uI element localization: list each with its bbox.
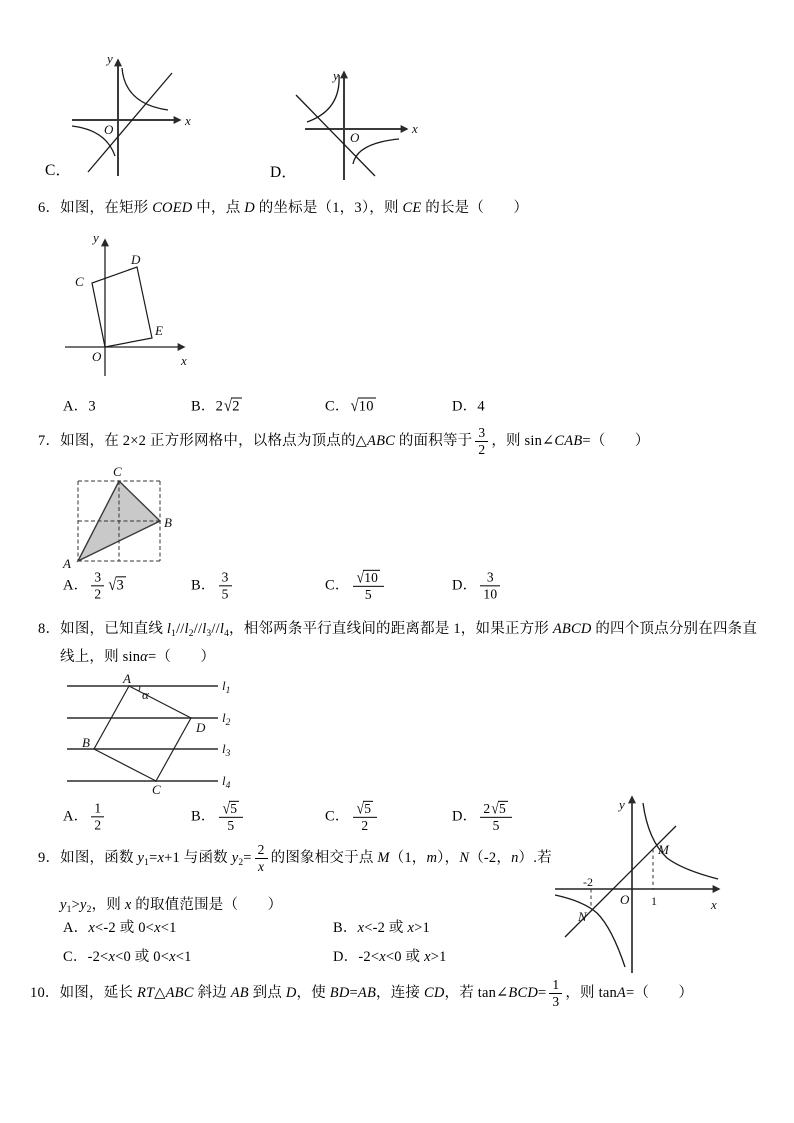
x-label: x — [412, 121, 418, 136]
y-label: y — [107, 51, 113, 66]
x-label: x — [181, 353, 187, 368]
line-l4-label: $l_4$ — [222, 773, 231, 791]
q8-option-c: C． $\frac{√5}{2}$ — [325, 801, 380, 833]
q9-option-d: D．-2<x<0 或 x>1 — [333, 949, 447, 965]
y-label: y — [93, 230, 99, 245]
q7-option-b: B． $\frac{3}{5}$ — [191, 570, 235, 601]
question-7-text: 7．如图，在 2×2 正方形网格中，以格点为顶点的△ABC 的面积等于 $\frac{3}{2}$ ，则 sin∠CAB=（ ） — [38, 425, 650, 458]
point-c-label: C — [75, 274, 84, 289]
point-a-label: A — [63, 556, 71, 571]
line-l3-label: $l_3$ — [222, 741, 231, 759]
question-8-text-line2: 线上，则 sinα=（ ） — [60, 649, 216, 665]
q9-option-b: B．x<-2 或 x>1 — [333, 920, 430, 936]
question-9-text-line2: $y_1>y_2$，则 x 的取值范围是（ ） — [60, 897, 283, 915]
hyperbola-branch-q1 — [122, 68, 168, 110]
alpha-label: α — [142, 687, 149, 702]
tick-1-label: 1 — [651, 894, 657, 908]
figure-q6 — [60, 228, 195, 378]
point-c-label: C — [152, 782, 161, 797]
hyperbola-branch-q3 — [555, 895, 625, 967]
point-b-label: B — [164, 515, 172, 530]
question-10-text: 10．如图，延长 RT△ABC 斜边 AB 到点 D，使 BD=AB，连接 CD，若 tan∠BCD= $\frac{1}{3}$ ，则 tanA=（ ） — [30, 977, 694, 1010]
q8-option-b: B． $\frac{√5}{5}$ — [191, 801, 246, 833]
figure-q7 — [55, 465, 205, 575]
question-6-text: 6．如图，在矩形 COED 中，点 D 的坐标是（1，3），则 CE 的长是（ ） — [38, 200, 529, 216]
question-9-text-line1: 9．如图，函数 $y_1=x+1$ 与函数 $y_2=$ $\frac{2}{x}$ 的图象相交于点 M（1，m），N（-2，n）.若 — [38, 842, 552, 875]
q8-option-d: D． $\frac{2√5}{5}$ — [452, 801, 515, 833]
straight-line — [88, 73, 172, 172]
q9-option-a: A．x<-2 或 0<x<1 — [63, 920, 177, 936]
point-a-label: A — [123, 671, 131, 686]
q6-option-d: D．4 — [452, 398, 485, 415]
q7-option-c: C． $\frac{√10}{5}$ — [325, 570, 387, 602]
point-e-label: E — [155, 323, 163, 338]
figure-prev-option-c — [68, 48, 198, 183]
line-l2-label: $l_2$ — [222, 710, 231, 728]
q7-option-a: A． $\frac{3}{2}$ √3 — [63, 569, 124, 602]
q6-option-c: C．√10 — [325, 396, 374, 416]
q7-option-d: D． $\frac{3}{10}$ — [452, 570, 503, 601]
point-b-label: B — [82, 735, 90, 750]
point-m-label: M — [658, 842, 669, 857]
origin-label: O — [350, 130, 360, 145]
straight-line — [296, 95, 375, 176]
line-l1-label: $l_1$ — [222, 678, 231, 696]
rectangle-coed — [92, 267, 152, 347]
figure-q8 — [60, 672, 260, 797]
q8-option-a: A． $\frac{1}{2}$ — [63, 801, 107, 832]
hyperbola-branch-q1 — [643, 803, 718, 879]
q6-option-b: B．2√2 — [191, 396, 240, 416]
y-label: y — [619, 797, 625, 812]
origin-label: O — [104, 122, 114, 137]
x-label: x — [185, 113, 191, 128]
x-label: x — [711, 897, 717, 912]
figure-q9 — [555, 785, 735, 980]
tick-minus2-label: -2 — [583, 875, 593, 889]
figure-prev-option-d — [295, 62, 425, 187]
origin-label: O — [620, 892, 630, 907]
q6-option-a: A．3 — [63, 398, 96, 415]
point-c-label: C — [113, 464, 122, 479]
q9-option-c: C．-2<x<0 或 0<x<1 — [63, 949, 192, 965]
prev-option-d-label: D． — [270, 164, 298, 181]
prev-option-c-label: C． — [45, 162, 72, 179]
point-d-label: D — [131, 252, 141, 267]
question-8-text-line1: 8．如图，已知直线 $l_1//l_2//l_3//l_4$，相邻两条平行直线间的距离都是 1，如果正方形 ABCD 的四个顶点分别在四条直 — [38, 621, 758, 639]
point-n-label: N — [578, 909, 587, 924]
origin-label: O — [92, 349, 102, 364]
point-d-label: D — [196, 720, 206, 735]
y-label: y — [333, 68, 339, 83]
